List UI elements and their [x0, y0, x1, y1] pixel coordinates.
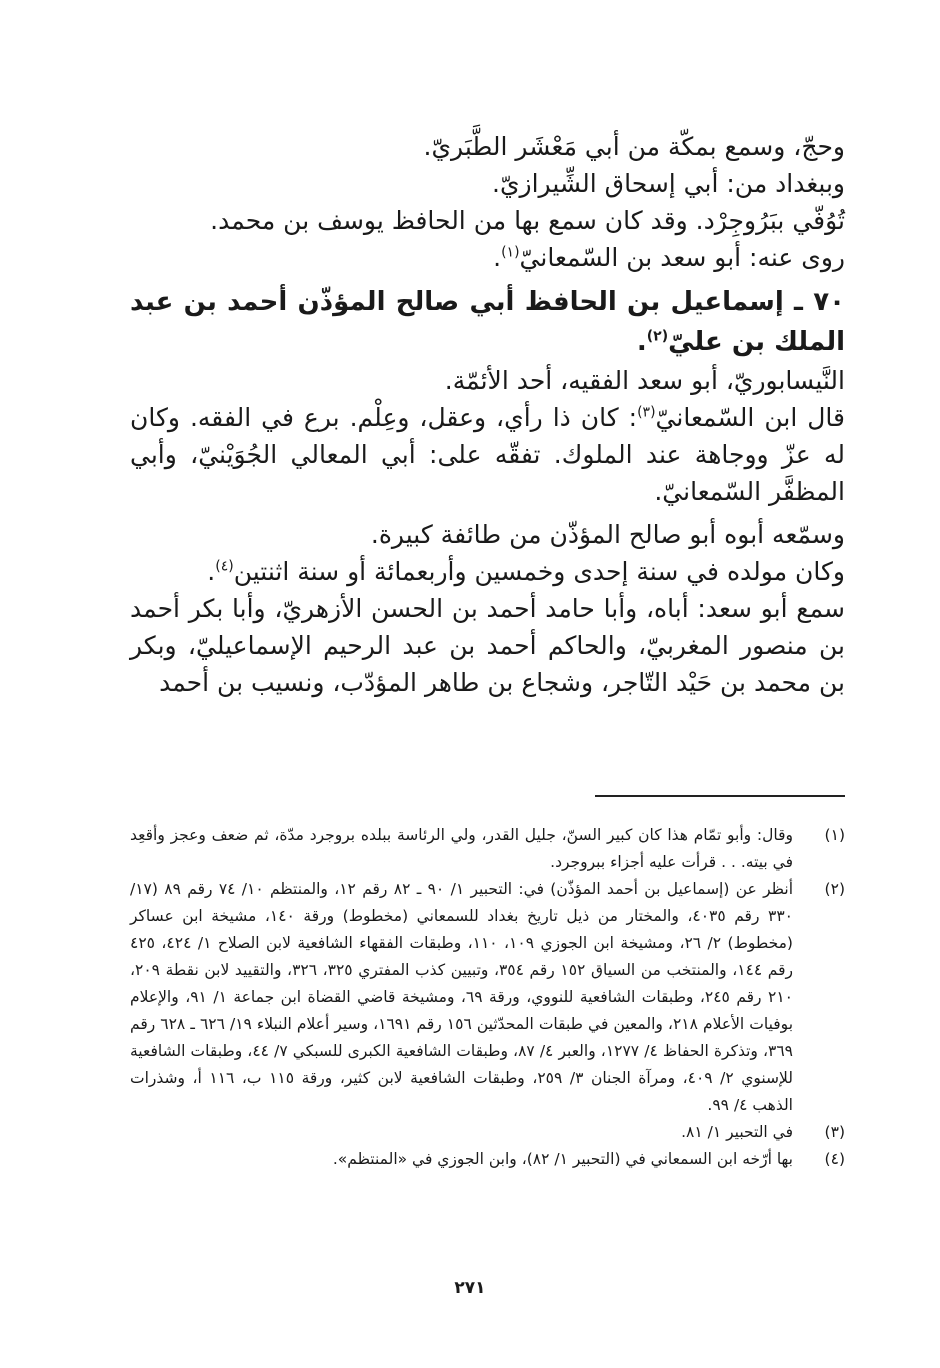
footnote-number: (٣): [824, 1123, 845, 1141]
footnote-number: (٢): [824, 880, 845, 898]
footnote-ref-3[interactable]: (٣): [637, 404, 656, 421]
narrated-tail: .: [493, 243, 502, 272]
footnote-4: [130, 1146, 845, 1173]
entry-heading-70: [130, 282, 845, 362]
paragraph-ibn-samani-said: [130, 399, 845, 510]
paragraph-baghdad: وببغداد من: أبي إسحاق الشِّيرازيّ.: [492, 169, 845, 198]
footnote-text: في التحبير ١/ ٨١.: [681, 1123, 793, 1141]
said-before: قال ابن السّمعانيّ: [655, 403, 845, 432]
footnote-text: وقال: وأبو تمّام هذا كان كبير السنّ، جليل القدر، ولي الرئاسة ببلده بروجرد مدّة، ثم ضعف وعجز وأقعِد في بيته. . . قرأت عليه أجزاء ببروجرد.: [130, 826, 793, 871]
footnote-ref-1[interactable]: (١): [501, 244, 520, 261]
page-number: ٢٧١: [454, 1278, 486, 1298]
footnote-text: بها أرّخه ابن السمعاني في (التحبير ١/ ٨٢)، وابن الجوزي في «المنتظم».: [332, 1150, 793, 1168]
paragraph-heard-by-father: وسمّعه أبوه أبو صالح المؤذّن من طائفة كبيرة.: [370, 520, 845, 549]
footnote-ref-4[interactable]: (٤): [215, 558, 234, 575]
entry-heading-text: ٧٠ ـ إسماعيل بن الحافظ أبي صالح المؤذّن أحمد بن عبد الملك بن عليّ: [130, 287, 845, 357]
birth-before: وكان مولده في سنة إحدى وخمسين وأربعمائة أو سنة اثنتين: [233, 557, 845, 586]
footnote-separator: [595, 795, 845, 797]
entry-heading-tail: .: [636, 327, 647, 357]
paragraph-narrated-by: [130, 239, 845, 276]
paragraph-birth: [130, 553, 845, 590]
paragraph-death: تُوُفّي ببَرُوجِرْد. وقد كان سمع بها من الحافظ يوسف بن محمد.: [210, 206, 845, 235]
paragraph-teachers: سمع أبو سعد: أباه، وأبا حامد أحمد بن الحسن الأزهريّ، وأبا بكر أحمد بن منصور المغربيّ، والحاكم أحمد بن عبد الرحيم الإسماعيليّ، وبكر بن محمد بن حَيْد التّاجر، وشجاع بن طاهر المؤدّب، ونسيب بن أحمد: [130, 594, 845, 697]
footnote-number: (١): [824, 826, 845, 844]
footnotes-section: [130, 822, 845, 1173]
footnote-3: [130, 1119, 845, 1146]
footnote-text: أنظر عن (إسماعيل بن أحمد المؤذّن) في: التحبير ١/ ٩٠ ـ ٨٢ رقم ١٢، والمنتظم ١٠/ ٧٤ رقم ٨٩ (١٧/ ٣٣٠ رقم ٤٠٣٥، والمختار من ذيل تاريخ بغداد للسمعاني (مخطوط) ورقة ١٤٠، مشيخة ابن عساكر (مخطوط) ٢/ ٢٦، ومشيخة ابن الجوزي ١٠٩، ١١٠، وطبقات الفقهاء الشافعية لابن الصلاح ١/ ٤٢٤، ٤٢٥ رقم ١٤٤، والمنتخب من السياق ١٥٢ رقم ٣٥٤، وتبيين كذب المفتري ٣٢٥، ٣٢٦، والتقييد لابن نقطة ٢٠٩، ٢١٠ رقم ٢٤٥، وطبقات الشافعية للنووي، ورقة ٦٩، ومشيخة قاضي القضاة ابن جماعة ١/ ٩١، والإعلام بوفيات الأعلام ٢١٨، والمعين في طبقات المحدّثين ١٥٦ رقم ١٦٩١، وسير أعلام النبلاء ١٩/ ٦٢٦ ـ ٦٢٨ رقم ٣٦٩، وتذكرة الحفاظ ٤/ ١٢٧٧، والعبر ٤/ ٨٧، وطبقات الشافعية الكبرى للسبكي ٧/ ٤٤، وطبقات الشافعية للإسنوي ٢/ ٤٠٩، ومرآة الجنان ٣/ ٢٥٩، وطبقات الشافعية لابن كثير، ورقة ١١٥ ب، ١١٦ أ، وشذرات الذهب ٤/ ٩٩.: [130, 880, 794, 1114]
paragraph-nisba: النَّيسابوريّ، أبو سعد الفقيه، أحد الأئمّة.: [444, 366, 845, 395]
said-after: : كان ذا رأي، وعقل، وعِلْم. برع في الفقه. وكان له عزّ ووجاهة عند الملوك. تفقّه على: أبي المعالي الجُوَيْنيّ، وأبي المظفَّر السّمعانيّ.: [130, 403, 845, 506]
footnote-ref-2[interactable]: (٢): [646, 328, 669, 345]
paragraph-hajj: وحجّ، وسمع بمكّة من أبي مَعْشَر الطَّبَريّ.: [423, 132, 845, 161]
footnote-1: [130, 822, 845, 876]
birth-after: .: [207, 557, 216, 586]
footnote-2: [130, 876, 845, 1119]
main-text: [130, 128, 845, 701]
narrated-text: روى عنه: أبو سعد بن السّمعانيّ: [519, 243, 845, 272]
footnote-number: (٤): [824, 1150, 845, 1168]
